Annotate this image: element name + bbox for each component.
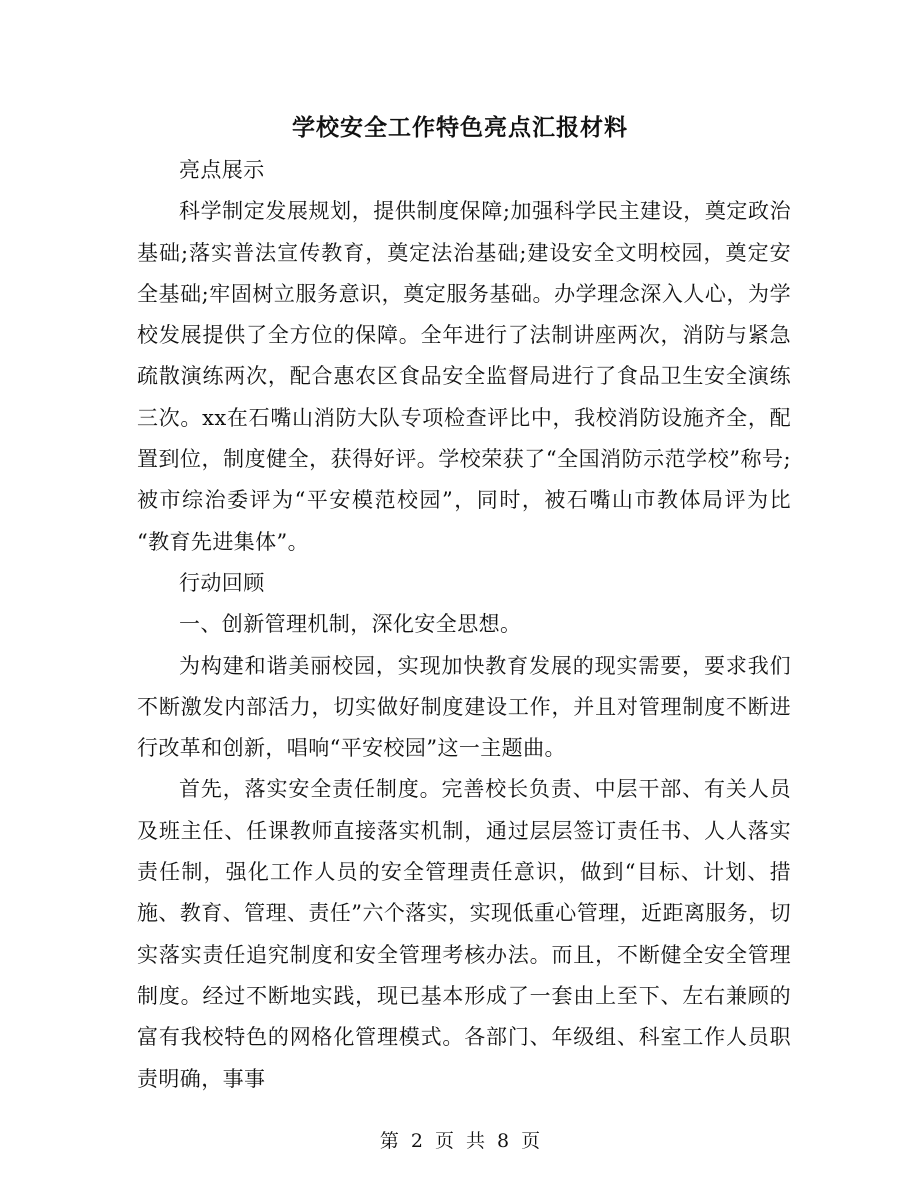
- document-body: [137, 150, 791, 1100]
- page-footer: 第 2 页 共 8 页: [379, 1130, 541, 1152]
- section-heading-highlights: 亮点展示: [179, 158, 265, 182]
- subheading-mechanism: 一、创新管理机制，深化安全思想。: [179, 612, 522, 637]
- section-heading-review: 行动回顾: [179, 570, 265, 595]
- paragraph-mechanism: 为构建和谐美丽校园，实现加快教育发展的现实需要，要求我们不断激发内部活力，切实做好制度建设工作，并且对管理制度不断进行改革和创新，唱响“平安校园”这一主题曲。: [137, 653, 791, 761]
- paragraph-highlights: 科学制定发展规划，提供制度保障;加强科学民主建设，奠定政治基础;落实普法宣传教育，奠定法治基础;建设安全文明校园，奠定安全基础;牢固树立服务意识，奠定服务基础。办学理念深入人心，为学校发展提供了全方位的保障。全年进行了法制讲座两次，消防与紧急疏散演练两次，配合惠农区食品安全监督局进行了食品卫生安全演练三次。xx在石嘴山消防大队专项检查评比中，我校消防设施齐全，配置到位，制度健全，获得好评。学校荣获了“全国消防示范学校”称号;被市综治委评为“平安模范校园”，同时，被石嘴山市教体局评为比 “教育先进集体”。: [137, 199, 791, 554]
- document-title: 学校安全工作特色亮点汇报材料: [292, 114, 628, 141]
- paragraph-responsibility: 首先，落实安全责任制度。完善校长负责、中层干部、有关人员及班主任、任课教师直接落实机制，通过层层签订责任书、人人落实责任制，强化工作人员的安全管理责任意识，做到“目标、计划、措施、教育、管理、责任”六个落实，实现低重心管理，近距离服务，切实落实责任追究制度和安全管理考核办法。而且，不断健全安全管理制度。经过不断地实践，现已基本形成了一套由上至下、左右兼顾的富有我校特色的网格化管理模式。各部门、年级组、科室工作人员职责明确，事事: [137, 777, 791, 1091]
